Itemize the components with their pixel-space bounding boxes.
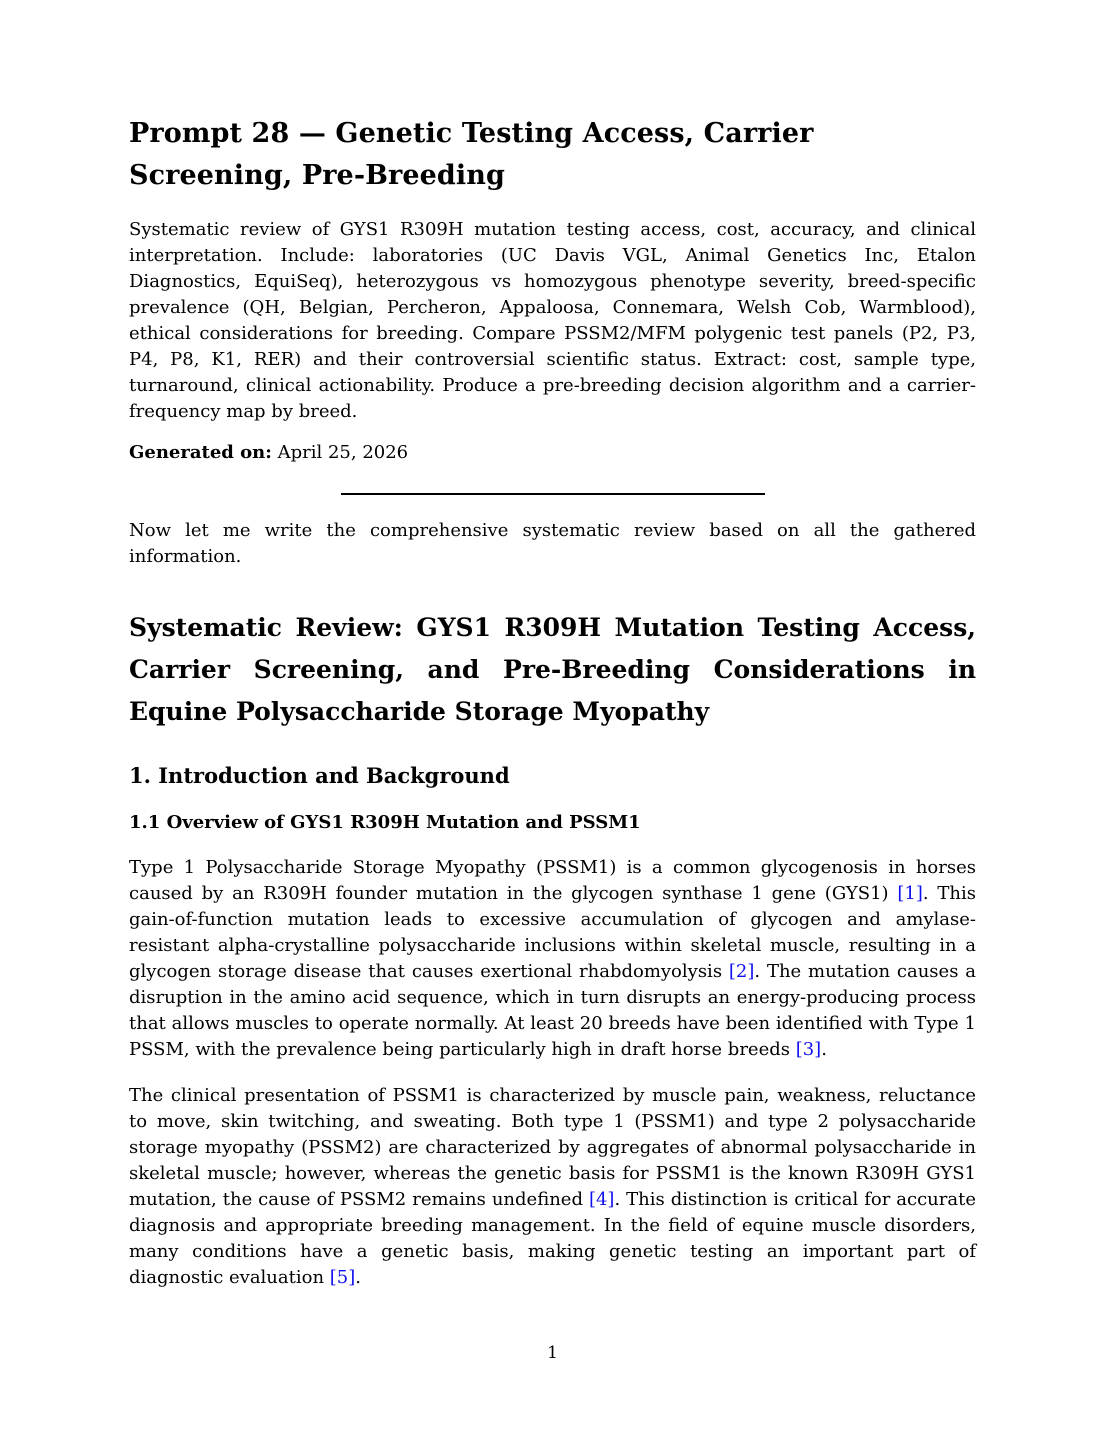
citation-link[interactable]: [1] (897, 883, 923, 904)
generated-date: April 25, 2026 (277, 442, 409, 463)
prompt-abstract: Systematic review of GYS1 R309H mutation testing access, cost, accuracy, and clinical interpretation. Include: laboratories (UC Davis VGL, Animal Genetics Inc, Etalon Diagnostics, EquiSeq), heterozygous vs homozygous phenotype severity, breed-specific prevalence (QH, Belgian, Percheron, Appaloosa, Connemara, Welsh Cob, Warmblood), ethical considerations for breeding. Compare PSSM2/MFM polygenic test panels (P2, P3, P4, P8, K1, RER) and their controversial scientific status. Extract: cost, sample type, turnaround, clinical actionability. Produce a pre-breeding decision algorithm and a carrier-frequency map by breed. (129, 219, 976, 422)
section-heading-introduction: 1. Introduction and Background (129, 763, 510, 788)
transition-note: Now let me write the comprehensive systematic review based on all the gathered information. (129, 520, 976, 567)
paragraph-pssm1-overview: Type 1 Polysaccharide Storage Myopathy (PSSM1) is a common glycogenosis in horses caused by an R309H founder mutation in the glycogen synthase 1 gene (GYS1) [1]. This gain-of-function mutation leads to excessive accumulation of glycogen and amylase-resistant alpha-crystalline polysaccharide inclusions within skeletal muscle, resulting in a glycogen storage disease that causes exertional rhabdomyolysis [2]. The mutation causes a disruption in the amino acid sequence, which in turn disrupts an energy-producing process that allows muscles to operate normally. At least 20 breeds have been identified with Type 1 PSSM, with the prevalence being particularly high in draft horse breeds [3]. (129, 857, 976, 1060)
page-number: 1 (547, 1343, 558, 1363)
separator-rule (341, 493, 765, 495)
citation-link[interactable]: [3] (795, 1039, 822, 1060)
review-title: Systematic Review: GYS1 R309H Mutation Testing Access, Carrier Screening, and Pre-Breeding Considerations in Equine Polysaccharide Storage Myopathy (129, 613, 976, 726)
subsection-heading-overview: 1.1 Overview of GYS1 R309H Mutation and PSSM1 (129, 812, 641, 833)
prompt-title: Prompt 28 — Genetic Testing Access, Carrier Screening, Pre-Breeding (129, 118, 814, 191)
citation-link[interactable]: [2] (728, 961, 755, 982)
generated-label: Generated on: (129, 442, 272, 463)
citation-link[interactable]: [5] (329, 1267, 356, 1288)
citation-link[interactable]: [4] (588, 1189, 615, 1210)
generated-line (129, 440, 976, 466)
paragraph-clinical-presentation: The clinical presentation of PSSM1 is characterized by muscle pain, weakness, reluctance to move, skin twitching, and sweating. Both type 1 (PSSM1) and type 2 polysaccharide storage myopathy (PSSM2) are characterized by aggregates of abnormal polysaccharide in skeletal muscle; however, whereas the genetic basis for PSSM1 is the known R309H GYS1 mutation, the cause of PSSM2 remains undefined [4]. This distinction is critical for accurate diagnosis and appropriate breeding management. In the field of equine muscle disorders, many conditions have a genetic basis, making genetic testing an important part of diagnostic evaluation [5]. (129, 1085, 976, 1288)
